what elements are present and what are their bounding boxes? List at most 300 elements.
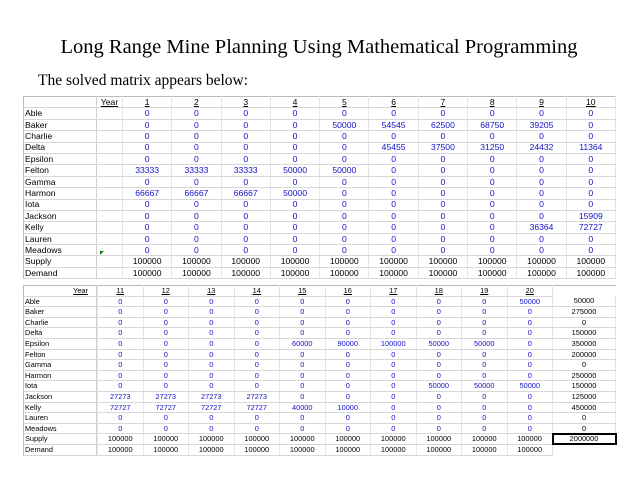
value-cell: 0 <box>280 349 326 360</box>
value-cell: 0 <box>280 391 326 402</box>
value-cell: 0 <box>371 413 417 424</box>
value-cell: 0 <box>507 423 553 434</box>
value-cell: 100000 <box>325 434 371 445</box>
year-header-7: 7 <box>418 97 467 108</box>
year-header-17: 17 <box>371 286 417 297</box>
value-cell: 72727 <box>98 402 144 413</box>
value-cell: 100000 <box>172 267 221 278</box>
value-cell: 0 <box>418 176 467 187</box>
value-cell: 100000 <box>416 434 462 445</box>
row-label: Iota <box>24 199 97 210</box>
row-label: Gamma <box>24 360 97 371</box>
row-label: Charlie <box>24 317 97 328</box>
year-header-2: 2 <box>172 97 221 108</box>
header-row <box>24 97 616 108</box>
value-cell: 0 <box>270 199 319 210</box>
spacer-cell <box>97 267 123 278</box>
row-total-cell: 200000 <box>553 349 616 360</box>
value-cell: 45455 <box>369 142 418 153</box>
value-cell: 0 <box>468 165 517 176</box>
value-cell: 0 <box>123 176 172 187</box>
value-cell: 100000 <box>189 444 235 455</box>
value-cell: 0 <box>371 360 417 371</box>
value-cell: 0 <box>234 307 280 318</box>
value-cell: 50000 <box>507 381 553 392</box>
value-cell: 0 <box>172 108 221 119</box>
value-cell: 0 <box>462 413 508 424</box>
value-cell: 0 <box>320 233 369 244</box>
value-cell: 50000 <box>270 188 319 199</box>
value-cell: 0 <box>172 210 221 221</box>
value-cell: 100000 <box>280 434 326 445</box>
row-label: Charlie <box>24 131 97 142</box>
grand-total-cell: 2000000 <box>553 434 616 445</box>
value-cell: 0 <box>280 370 326 381</box>
value-cell: 0 <box>270 233 319 244</box>
value-cell: 50000 <box>416 381 462 392</box>
value-cell: 0 <box>98 423 144 434</box>
value-cell: 0 <box>123 199 172 210</box>
value-cell: 0 <box>418 153 467 164</box>
table-row-gamma <box>24 176 616 187</box>
value-cell: 0 <box>221 245 270 256</box>
row-label: Meadows <box>24 245 97 256</box>
table-row-harmon <box>24 370 616 381</box>
table-row-iota <box>24 199 616 210</box>
row-label: Supply <box>24 434 97 445</box>
value-cell: 0 <box>371 328 417 339</box>
value-cell: 0 <box>416 391 462 402</box>
value-cell: 0 <box>98 317 144 328</box>
value-cell: 0 <box>325 317 371 328</box>
value-cell: 0 <box>566 119 615 130</box>
value-cell: 0 <box>507 360 553 371</box>
year-header-16: 16 <box>325 286 371 297</box>
value-cell: 50000 <box>320 119 369 130</box>
value-cell: 100000 <box>371 338 417 349</box>
value-cell: 0 <box>172 142 221 153</box>
table-row-charlie <box>24 131 616 142</box>
value-cell: 0 <box>325 328 371 339</box>
value-cell: 100000 <box>234 444 280 455</box>
table-row-meadows <box>24 245 616 256</box>
spacer-cell <box>97 153 123 164</box>
value-cell: 72727 <box>189 402 235 413</box>
value-cell: 0 <box>234 370 280 381</box>
value-cell: 0 <box>234 338 280 349</box>
value-cell: 0 <box>371 296 417 307</box>
value-cell: 0 <box>270 153 319 164</box>
value-cell: 0 <box>172 153 221 164</box>
value-cell: 0 <box>172 131 221 142</box>
value-cell: 0 <box>325 307 371 318</box>
value-cell: 27273 <box>143 391 189 402</box>
value-cell: 0 <box>325 391 371 402</box>
value-cell: 0 <box>418 108 467 119</box>
value-cell: 0 <box>418 131 467 142</box>
value-cell: 100000 <box>416 444 462 455</box>
value-cell: 0 <box>369 131 418 142</box>
year-header-11: 11 <box>98 286 144 297</box>
value-cell: 0 <box>280 328 326 339</box>
table-row-demand <box>24 444 616 455</box>
row-label: Iota <box>24 381 97 392</box>
value-cell: 0 <box>325 423 371 434</box>
value-cell: 0 <box>189 349 235 360</box>
value-cell: 0 <box>143 328 189 339</box>
value-cell: 0 <box>320 188 369 199</box>
year-header-5: 5 <box>320 97 369 108</box>
value-cell: 100000 <box>566 267 615 278</box>
value-cell: 31250 <box>468 142 517 153</box>
value-cell: 0 <box>371 423 417 434</box>
spacer-cell <box>97 188 123 199</box>
value-cell: 0 <box>172 176 221 187</box>
value-cell: 0 <box>280 360 326 371</box>
year-header-19: 19 <box>462 286 508 297</box>
value-cell: 0 <box>566 108 615 119</box>
value-cell: 0 <box>270 108 319 119</box>
value-cell: 0 <box>320 108 369 119</box>
table-row-baker <box>24 307 616 318</box>
value-cell: 33333 <box>221 165 270 176</box>
year-header-9: 9 <box>517 97 566 108</box>
table-row-kelly <box>24 222 616 233</box>
value-cell: 24432 <box>517 142 566 153</box>
value-cell: 0 <box>270 222 319 233</box>
value-cell: 100000 <box>468 256 517 267</box>
value-cell: 0 <box>566 165 615 176</box>
year-header-20: 20 <box>507 286 553 297</box>
year-header-14: 14 <box>234 286 280 297</box>
value-cell: 0 <box>280 381 326 392</box>
value-cell: 0 <box>507 402 553 413</box>
value-cell: 100000 <box>189 434 235 445</box>
value-cell: 0 <box>270 210 319 221</box>
value-cell: 0 <box>462 307 508 318</box>
value-cell: 0 <box>320 210 369 221</box>
value-cell: 72727 <box>566 222 615 233</box>
value-cell: 0 <box>517 153 566 164</box>
value-cell: 0 <box>517 199 566 210</box>
value-cell: 0 <box>172 119 221 130</box>
value-cell: 0 <box>143 296 189 307</box>
value-cell: 100000 <box>320 256 369 267</box>
row-label: Baker <box>24 307 97 318</box>
value-cell: 0 <box>270 142 319 153</box>
value-cell: 0 <box>369 222 418 233</box>
value-cell: 60000 <box>280 338 326 349</box>
value-cell: 0 <box>507 317 553 328</box>
spacer-cell <box>97 222 123 233</box>
value-cell: 0 <box>507 349 553 360</box>
value-cell: 0 <box>280 296 326 307</box>
solved-matrix-years-1-10 <box>23 96 616 279</box>
value-cell: 0 <box>517 245 566 256</box>
value-cell: 0 <box>221 233 270 244</box>
value-cell: 0 <box>98 381 144 392</box>
table-row-epsilon <box>24 338 616 349</box>
value-cell: 50000 <box>507 296 553 307</box>
value-cell: 0 <box>123 222 172 233</box>
value-cell: 100000 <box>98 444 144 455</box>
value-cell: 0 <box>325 349 371 360</box>
value-cell: 0 <box>189 381 235 392</box>
value-cell: 0 <box>98 307 144 318</box>
value-cell: 0 <box>143 413 189 424</box>
value-cell: 50000 <box>462 338 508 349</box>
value-cell: 0 <box>143 349 189 360</box>
value-cell: 100000 <box>270 267 319 278</box>
value-cell: 0 <box>123 119 172 130</box>
value-cell: 0 <box>98 338 144 349</box>
value-cell: 0 <box>234 296 280 307</box>
value-cell: 0 <box>123 245 172 256</box>
value-cell: 0 <box>566 188 615 199</box>
value-cell: 72727 <box>143 402 189 413</box>
value-cell: 0 <box>517 165 566 176</box>
value-cell: 0 <box>369 199 418 210</box>
value-cell: 100000 <box>371 444 417 455</box>
table-row-lauren <box>24 413 616 424</box>
row-label: Meadows <box>24 423 97 434</box>
table-row-demand <box>24 267 616 278</box>
value-cell: 0 <box>416 349 462 360</box>
value-cell: 0 <box>143 360 189 371</box>
value-cell: 0 <box>371 370 417 381</box>
value-cell: 0 <box>462 317 508 328</box>
value-cell: 66667 <box>172 188 221 199</box>
value-cell: 0 <box>416 328 462 339</box>
value-cell: 0 <box>416 402 462 413</box>
table-row-supply <box>24 434 616 445</box>
value-cell: 0 <box>566 199 615 210</box>
value-cell: 100000 <box>280 444 326 455</box>
table-row-felton <box>24 349 616 360</box>
row-label: Demand <box>24 444 97 455</box>
table-row-meadows <box>24 423 616 434</box>
table-row-jackson <box>24 210 616 221</box>
value-cell: 0 <box>320 131 369 142</box>
row-total-cell: 0 <box>553 317 616 328</box>
value-cell: 100000 <box>462 444 508 455</box>
row-label: Epsilon <box>24 338 97 349</box>
value-cell: 0 <box>468 245 517 256</box>
value-cell: 0 <box>189 338 235 349</box>
table-row-lauren <box>24 233 616 244</box>
value-cell: 0 <box>416 296 462 307</box>
value-cell: 0 <box>371 381 417 392</box>
value-cell: 0 <box>320 245 369 256</box>
table-row-jackson <box>24 391 616 402</box>
value-cell: 100000 <box>325 444 371 455</box>
row-total-cell: 350000 <box>553 338 616 349</box>
value-cell: 0 <box>517 233 566 244</box>
row-total-cell: 50000 <box>553 296 616 307</box>
row-total-cell: 0 <box>553 360 616 371</box>
row-total-cell: 450000 <box>553 402 616 413</box>
value-cell: 90000 <box>325 338 371 349</box>
value-cell: 0 <box>234 413 280 424</box>
row-label: Able <box>24 296 97 307</box>
value-cell: 0 <box>325 360 371 371</box>
value-cell: 0 <box>221 108 270 119</box>
row-label: Baker <box>24 119 97 130</box>
value-cell: 0 <box>369 188 418 199</box>
spacer-cell <box>97 131 123 142</box>
year-header-6: 6 <box>369 97 418 108</box>
value-cell: 100000 <box>517 267 566 278</box>
value-cell: 0 <box>280 307 326 318</box>
value-cell: 0 <box>98 296 144 307</box>
value-cell: 0 <box>221 199 270 210</box>
value-cell: 50000 <box>416 338 462 349</box>
year-header-8: 8 <box>468 97 517 108</box>
row-label: Lauren <box>24 413 97 424</box>
value-cell: 100000 <box>369 256 418 267</box>
year-header-15: 15 <box>280 286 326 297</box>
value-cell: 0 <box>270 176 319 187</box>
value-cell: 100000 <box>507 434 553 445</box>
row-label: Demand <box>24 267 97 278</box>
value-cell: 0 <box>371 317 417 328</box>
value-cell: 100000 <box>270 256 319 267</box>
value-cell: 0 <box>98 413 144 424</box>
value-cell: 36364 <box>517 222 566 233</box>
row-label: Harmon <box>24 370 97 381</box>
value-cell: 0 <box>325 413 371 424</box>
year-header-label: Year <box>97 97 123 108</box>
value-cell: 66667 <box>221 188 270 199</box>
value-cell: 100000 <box>234 434 280 445</box>
value-cell: 0 <box>320 222 369 233</box>
row-label: Gamma <box>24 176 97 187</box>
value-cell: 0 <box>189 370 235 381</box>
table-row-kelly <box>24 402 616 413</box>
table-row-delta <box>24 142 616 153</box>
table-row-supply <box>24 256 616 267</box>
value-cell: 0 <box>172 233 221 244</box>
value-cell: 0 <box>517 210 566 221</box>
value-cell: 0 <box>416 423 462 434</box>
table-row-epsilon <box>24 153 616 164</box>
value-cell: 0 <box>320 176 369 187</box>
year-header-18: 18 <box>416 286 462 297</box>
row-label: Kelly <box>24 222 97 233</box>
value-cell: 100000 <box>143 434 189 445</box>
value-cell: 0 <box>143 338 189 349</box>
value-cell: 0 <box>143 317 189 328</box>
value-cell: 0 <box>221 176 270 187</box>
row-label: Epsilon <box>24 153 97 164</box>
value-cell: 0 <box>566 153 615 164</box>
value-cell: 0 <box>566 176 615 187</box>
value-cell: 0 <box>123 108 172 119</box>
value-cell: 0 <box>369 153 418 164</box>
year-header-label: Year <box>24 286 97 297</box>
value-cell: 100000 <box>418 256 467 267</box>
value-cell: 0 <box>468 222 517 233</box>
row-label: Lauren <box>24 233 97 244</box>
table-row-harmon <box>24 188 616 199</box>
value-cell: 0 <box>123 233 172 244</box>
value-cell: 0 <box>221 142 270 153</box>
value-cell: 0 <box>416 317 462 328</box>
empty-cell <box>553 444 616 455</box>
value-cell: 39205 <box>517 119 566 130</box>
value-cell: 0 <box>172 199 221 210</box>
value-cell: 100000 <box>468 267 517 278</box>
value-cell: 0 <box>189 317 235 328</box>
value-cell: 50000 <box>270 165 319 176</box>
value-cell: 0 <box>98 370 144 381</box>
value-cell: 0 <box>172 222 221 233</box>
value-cell: 0 <box>270 131 319 142</box>
value-cell: 0 <box>371 402 417 413</box>
spacer-cell <box>97 165 123 176</box>
value-cell: 100000 <box>221 256 270 267</box>
row-label: Delta <box>24 328 97 339</box>
value-cell: 0 <box>468 131 517 142</box>
row-total-cell: 250000 <box>553 370 616 381</box>
value-cell: 0 <box>98 349 144 360</box>
value-cell: 0 <box>462 402 508 413</box>
table-row-gamma <box>24 360 616 371</box>
value-cell: 0 <box>369 108 418 119</box>
slide-title: Long Range Mine Planning Using Mathematical Programming <box>60 36 578 58</box>
table-row-charlie <box>24 317 616 328</box>
value-cell: 68750 <box>468 119 517 130</box>
value-cell: 0 <box>143 370 189 381</box>
value-cell: 0 <box>468 233 517 244</box>
value-cell: 0 <box>566 131 615 142</box>
spacer-cell <box>97 256 123 267</box>
value-cell: 40000 <box>280 402 326 413</box>
value-cell: 0 <box>566 245 615 256</box>
value-cell: 33333 <box>172 165 221 176</box>
value-cell: 100000 <box>517 256 566 267</box>
value-cell: 0 <box>517 188 566 199</box>
value-cell: 100000 <box>143 444 189 455</box>
table-row-felton <box>24 165 616 176</box>
value-cell: 0 <box>98 328 144 339</box>
year-header-1: 1 <box>123 97 172 108</box>
value-cell: 0 <box>418 245 467 256</box>
value-cell: 0 <box>416 370 462 381</box>
row-label: Jackson <box>24 391 97 402</box>
row-label: Able <box>24 108 97 119</box>
value-cell: 0 <box>416 307 462 318</box>
value-cell: 0 <box>468 199 517 210</box>
value-cell: 0 <box>462 391 508 402</box>
total-header-cell <box>553 286 616 297</box>
value-cell: 0 <box>280 413 326 424</box>
value-cell: 0 <box>189 296 235 307</box>
value-cell: 100000 <box>507 444 553 455</box>
value-cell: 0 <box>468 176 517 187</box>
row-label: Kelly <box>24 402 97 413</box>
value-cell: 0 <box>320 142 369 153</box>
year-header-10: 10 <box>566 97 615 108</box>
spacer-cell <box>97 233 123 244</box>
value-cell: 0 <box>123 210 172 221</box>
value-cell: 0 <box>371 349 417 360</box>
header-row <box>24 286 616 297</box>
year-header-3: 3 <box>221 97 270 108</box>
table-row-baker <box>24 119 616 130</box>
value-cell: 0 <box>507 391 553 402</box>
row-total-cell: 150000 <box>553 381 616 392</box>
